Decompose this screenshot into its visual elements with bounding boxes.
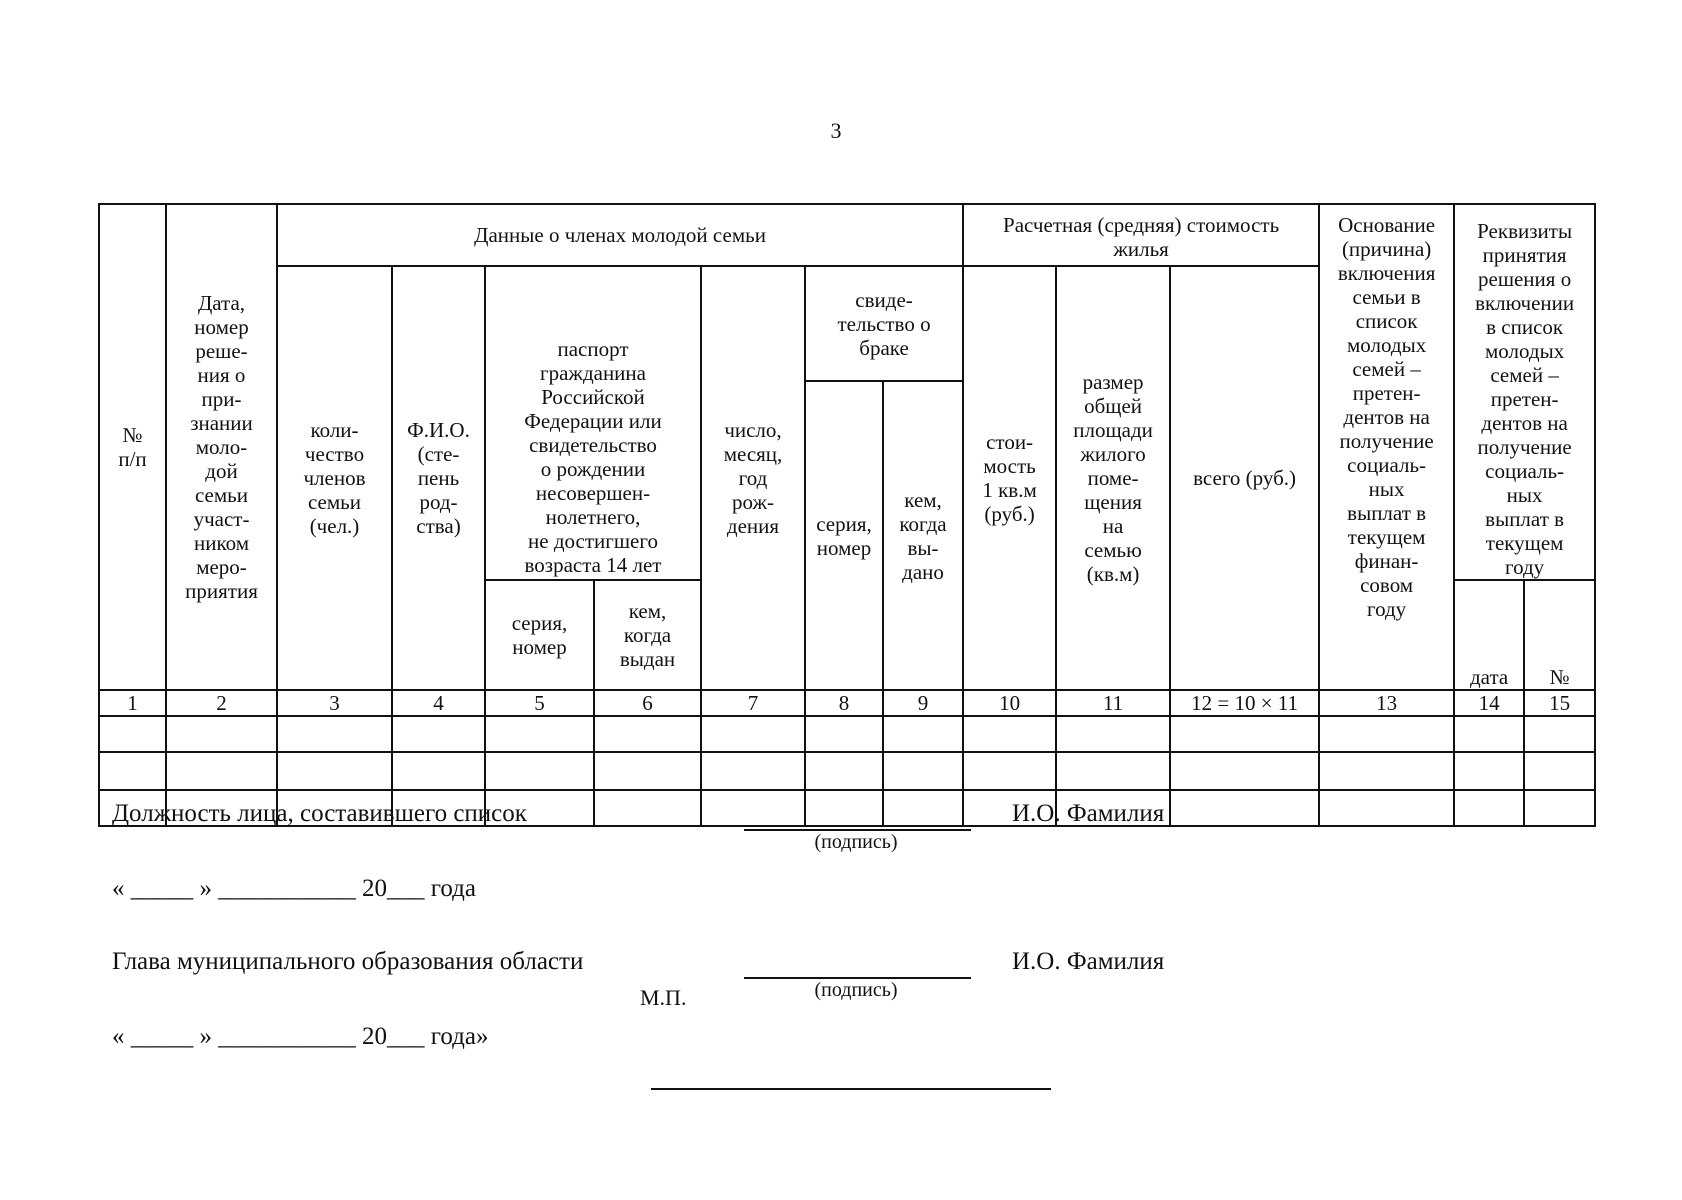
table-cell (1524, 790, 1595, 826)
full-name-2: И.О. Фамилия (1012, 948, 1165, 975)
table-cell (883, 790, 963, 826)
column-number: 7 (701, 690, 805, 716)
table-cell (883, 752, 963, 790)
stamp-label: М.П. (640, 985, 687, 1010)
table-cell (166, 716, 277, 752)
header-family-members: Данные о членах молодой семьи (277, 204, 963, 266)
column-number: 13 (1319, 690, 1454, 716)
column-number: 14 (1454, 690, 1524, 716)
table-cell (883, 716, 963, 752)
head-label: Глава муниципального образования области (112, 948, 584, 975)
header-num: № п/п (99, 204, 166, 690)
header-decision-number-sub: № (1524, 580, 1595, 690)
date-line-1: « _____ » ___________ 20___ года (112, 875, 476, 902)
page-number: 3 (830, 118, 842, 143)
table-cell (805, 790, 883, 826)
full-name-1: И.О. Фамилия (1012, 800, 1165, 827)
header-decision-date: Дата, номер реше- ния о при- знании моло- дой семьи участ- ником меро- приятия (166, 204, 277, 690)
table-cell (277, 752, 392, 790)
table-cell (1454, 752, 1524, 790)
table-cell (805, 752, 883, 790)
column-number: 15 (1524, 690, 1595, 716)
column-number: 2 (166, 690, 277, 716)
table-cell (1319, 752, 1454, 790)
table-cell (166, 752, 277, 790)
header-area: размер общей площади жилого поме- щения на семью (кв.м) (1056, 266, 1170, 690)
column-number: 8 (805, 690, 883, 716)
column-number: 5 (485, 690, 594, 716)
table-cell (1170, 716, 1319, 752)
header-inclusion-basis: Основание (причина) включения семьи в список молодых семей – претен- дентов на получение социаль- ных выплат в текущем финан- совом году (1319, 204, 1454, 690)
closing-rule (651, 1088, 1051, 1090)
header-birth-date: число, месяц, год рож- дения (701, 266, 805, 690)
date-line-2: « _____ » ___________ 20___ года» (112, 1023, 489, 1050)
header-decision-details: Реквизиты принятия решения о включении в список молодых семей – претен- дентов на получение социаль- ных выплат в текущем году (1454, 204, 1595, 580)
column-number: 4 (392, 690, 485, 716)
table-cell (1170, 790, 1319, 826)
family-list-table (98, 203, 1596, 827)
column-number: 1 (99, 690, 166, 716)
header-passport-series: серия, номер (485, 580, 594, 690)
table-row (99, 716, 1595, 752)
column-number: 6 (594, 690, 701, 716)
header-marriage-series: серия, номер (805, 381, 883, 690)
header-marriage-certificate: свиде- тельство о браке (805, 266, 963, 381)
table-cell (1454, 716, 1524, 752)
header-housing-cost: Расчетная (средняя) стоимость жилья (963, 204, 1319, 266)
header-cost-per-sqm: стои- мость 1 кв.м (руб.) (963, 266, 1056, 690)
column-number: 11 (1056, 690, 1170, 716)
table-cell (594, 790, 701, 826)
column-number-row (99, 690, 1595, 716)
table-cell (99, 752, 166, 790)
table-cell (277, 716, 392, 752)
table-cell (1524, 716, 1595, 752)
table-cell (392, 752, 485, 790)
table-cell (392, 716, 485, 752)
table-cell (1319, 716, 1454, 752)
table-cell (1319, 790, 1454, 826)
table-cell (1056, 716, 1170, 752)
table-cell (805, 716, 883, 752)
table-row (99, 752, 1595, 790)
position-label: Должность лица, составившего список (112, 800, 527, 827)
header-row-1 (99, 204, 1595, 266)
table-cell (963, 752, 1056, 790)
table-cell (485, 716, 594, 752)
table-cell (594, 716, 701, 752)
header-passport: паспорт гражданина Российской Федерации или свидетельство о рождении несовершен- нолетнего, не достигшего возраста 14 лет (485, 266, 701, 580)
header-total: всего (руб.) (1170, 266, 1319, 690)
header-marriage-issued: кем, когда вы- дано (883, 381, 963, 690)
table-cell (701, 790, 805, 826)
column-number: 12 = 10 × 11 (1170, 690, 1319, 716)
column-number: 3 (277, 690, 392, 716)
table-cell (1056, 752, 1170, 790)
signature-caption: (подпись) (814, 831, 898, 853)
table-cell (1170, 752, 1319, 790)
table-cell (963, 716, 1056, 752)
table-cell (701, 752, 805, 790)
signature-caption: (подпись) (814, 979, 898, 1001)
column-number: 10 (963, 690, 1056, 716)
table-cell (594, 752, 701, 790)
column-number: 9 (883, 690, 963, 716)
table-cell (99, 716, 166, 752)
table-cell (1524, 752, 1595, 790)
table-cell (701, 716, 805, 752)
table-cell (1454, 790, 1524, 826)
header-passport-issued: кем, когда выдан (594, 580, 701, 690)
header-decision-date-sub: дата (1454, 580, 1524, 690)
header-family-count: коли- чество членов семьи (чел.) (277, 266, 392, 690)
header-full-name: Ф.И.О. (сте- пень род- ства) (392, 266, 485, 690)
table-cell (485, 752, 594, 790)
